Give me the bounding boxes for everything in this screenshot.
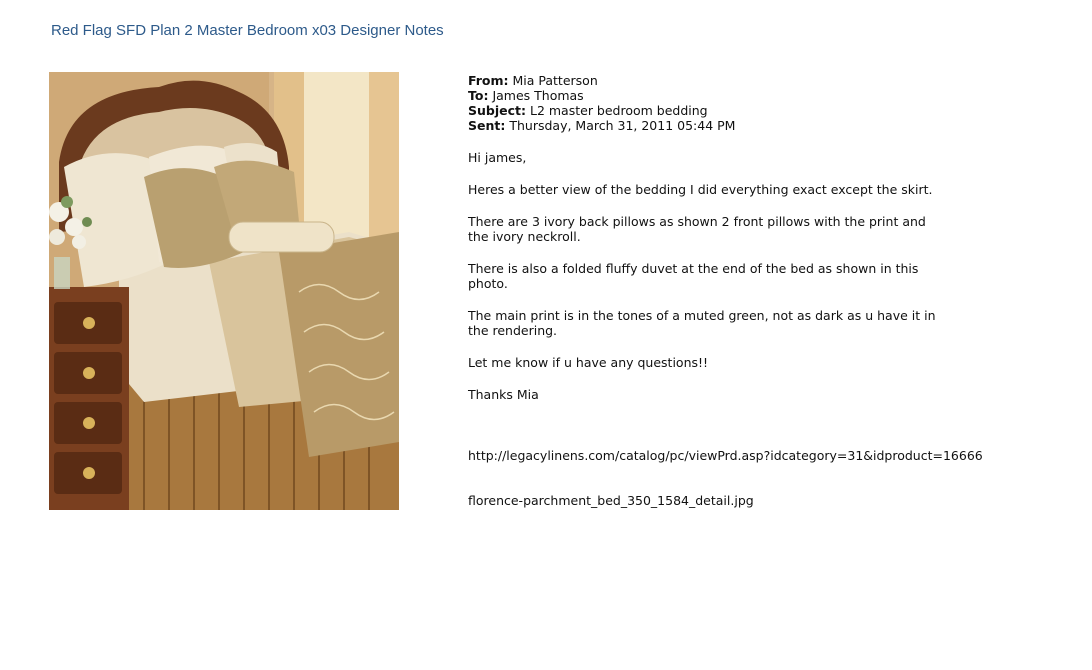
bedroom-photo-illustration: [49, 72, 399, 510]
email-paragraph: There is also a folded fluffy duvet at the end of the bed as shown in this photo.: [468, 261, 919, 291]
from-label: From:: [468, 73, 509, 88]
from-value: Mia Patterson: [512, 73, 598, 88]
email-paragraph: Heres a better view of the bedding I did everything exact except the skirt.: [468, 182, 933, 197]
email-sent: [468, 118, 1068, 133]
email-paragraph: There are 3 ivory back pillows as shown 2 front pillows with the print and the ivory neckroll.: [468, 214, 926, 244]
email-to: [468, 88, 1068, 103]
email-from: [468, 73, 1068, 88]
sent-label: Sent:: [468, 118, 506, 133]
bedroom-photo: [49, 72, 399, 510]
email-greeting: Hi james,: [468, 150, 527, 165]
subject-label: Subject:: [468, 103, 526, 118]
sent-value: Thursday, March 31, 2011 05:44 PM: [509, 118, 736, 133]
page-title: Red Flag SFD Plan 2 Master Bedroom x03 Designer Notes: [51, 22, 444, 39]
email-subject: [468, 103, 1068, 118]
email-signoff: Thanks Mia: [468, 387, 539, 402]
image-filename: florence-parchment_bed_350_1584_detail.jpg: [468, 493, 754, 508]
to-label: To:: [468, 88, 489, 103]
email-message: [468, 73, 1068, 402]
ivory-neckroll: [229, 222, 334, 252]
email-paragraph: Let me know if u have any questions!!: [468, 355, 709, 370]
product-link[interactable]: http://legacylinens.com/catalog/pc/viewPrd.asp?idcategory=31&idproduct=16666: [468, 448, 983, 463]
subject-value: L2 master bedroom bedding: [529, 103, 708, 118]
to-value: James Thomas: [492, 88, 584, 103]
email-paragraph: The main print is in the tones of a muted green, not as dark as u have it in the rendering.: [468, 308, 936, 338]
